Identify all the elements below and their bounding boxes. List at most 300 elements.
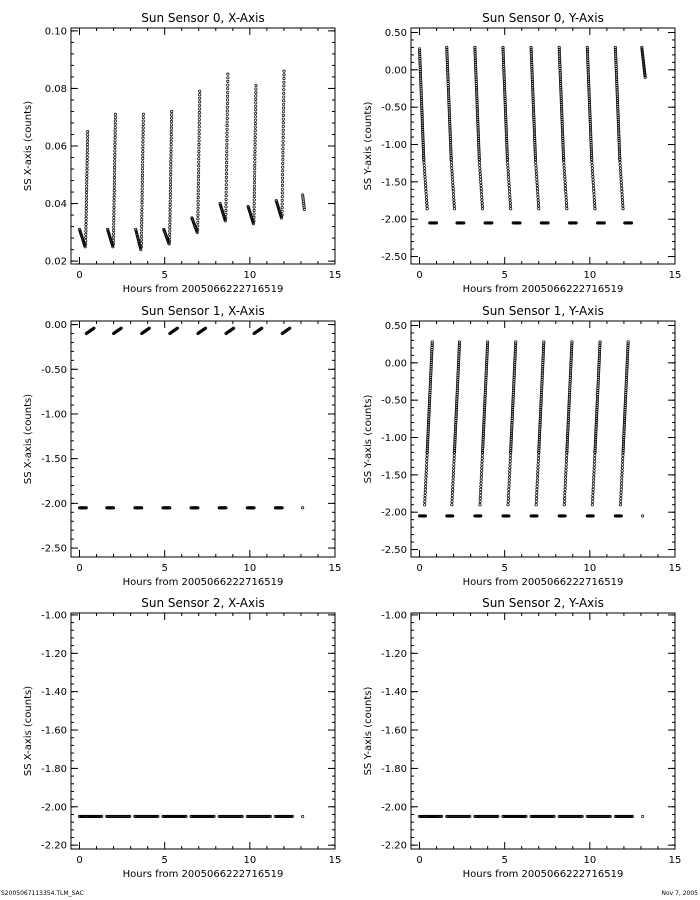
data-point bbox=[226, 95, 228, 97]
data-point bbox=[565, 196, 567, 198]
data-point bbox=[254, 105, 256, 107]
data-point bbox=[142, 154, 144, 156]
data-point bbox=[86, 140, 88, 142]
y-tick-label: 0.04 bbox=[44, 199, 67, 211]
data-point bbox=[114, 160, 116, 162]
data-point bbox=[621, 202, 623, 204]
data-point bbox=[113, 163, 115, 165]
data-point bbox=[141, 218, 143, 220]
y-tick-label: -2.00 bbox=[381, 802, 407, 814]
data-point bbox=[282, 144, 284, 146]
x-tick-label: 0 bbox=[416, 563, 423, 574]
data-point bbox=[621, 199, 623, 201]
y-tick-label: -0.50 bbox=[381, 395, 407, 407]
data-point bbox=[85, 204, 87, 206]
data-point bbox=[537, 193, 539, 195]
data-point bbox=[141, 181, 143, 183]
data-point bbox=[508, 190, 510, 192]
data-point bbox=[225, 213, 227, 215]
data-point bbox=[113, 173, 115, 175]
data-point bbox=[424, 179, 426, 181]
data-point bbox=[508, 193, 510, 195]
data-point bbox=[226, 117, 228, 119]
data-point bbox=[253, 209, 255, 211]
data-point bbox=[283, 85, 285, 87]
data-point bbox=[282, 147, 284, 149]
data-point bbox=[451, 173, 453, 175]
panel-title: Sun Sensor 2, Y-Axis bbox=[482, 596, 604, 610]
data-point bbox=[282, 103, 284, 105]
data-point bbox=[507, 173, 509, 175]
data-point bbox=[453, 464, 455, 466]
data-point bbox=[424, 176, 426, 178]
data-point bbox=[453, 457, 455, 459]
data-point bbox=[592, 176, 594, 178]
data-point bbox=[622, 205, 624, 207]
data-point bbox=[563, 161, 565, 163]
data-point bbox=[621, 476, 623, 478]
data-point bbox=[479, 176, 481, 178]
data-point bbox=[452, 181, 454, 183]
panel-p0 bbox=[23, 11, 341, 295]
data-point bbox=[508, 187, 510, 189]
data-point bbox=[301, 815, 303, 817]
data-point bbox=[198, 154, 200, 156]
data-point bbox=[170, 167, 172, 169]
data-point bbox=[509, 470, 511, 472]
data-point bbox=[169, 203, 171, 205]
data-point bbox=[142, 137, 144, 139]
data-point bbox=[85, 207, 87, 209]
data-point bbox=[114, 140, 116, 142]
data-point bbox=[113, 206, 115, 208]
data-point bbox=[508, 488, 510, 490]
data-point bbox=[619, 161, 621, 163]
data-point bbox=[452, 184, 454, 186]
data-point bbox=[452, 187, 454, 189]
data-point bbox=[86, 169, 88, 171]
data-point bbox=[424, 482, 426, 484]
data-points bbox=[78, 815, 304, 817]
data-point bbox=[508, 473, 510, 475]
data-point bbox=[197, 189, 199, 191]
data-point bbox=[620, 491, 622, 493]
data-point bbox=[197, 221, 199, 223]
data-point bbox=[594, 208, 596, 210]
data-point bbox=[225, 187, 227, 189]
x-tick-label: 10 bbox=[243, 563, 257, 574]
data-point bbox=[507, 491, 509, 493]
data-point bbox=[226, 154, 228, 156]
data-point bbox=[452, 473, 454, 475]
data-point bbox=[198, 111, 200, 113]
data-point bbox=[480, 470, 482, 472]
x-axis-label: Hours from 2005066222716519 bbox=[462, 577, 624, 588]
data-point bbox=[198, 101, 200, 103]
data-point bbox=[113, 209, 115, 211]
data-point bbox=[425, 479, 427, 481]
data-point bbox=[114, 113, 116, 115]
data-point bbox=[621, 196, 623, 198]
data-point bbox=[86, 146, 88, 148]
data-point bbox=[301, 507, 303, 509]
data-point bbox=[507, 500, 509, 502]
data-point bbox=[591, 497, 593, 499]
x-tick-label: 5 bbox=[501, 270, 508, 281]
data-point bbox=[112, 233, 114, 235]
data-point bbox=[225, 172, 227, 174]
data-point bbox=[169, 193, 171, 195]
data-point bbox=[565, 454, 567, 456]
y-tick-label: -2.00 bbox=[381, 214, 407, 226]
y-tick-label: -1.80 bbox=[381, 763, 407, 775]
data-point bbox=[225, 158, 227, 160]
data-point bbox=[594, 454, 596, 456]
data-point bbox=[508, 485, 510, 487]
x-tick-label: 15 bbox=[668, 855, 682, 866]
data-point bbox=[564, 485, 566, 487]
data-point bbox=[537, 464, 539, 466]
data-point bbox=[619, 504, 621, 506]
data-point bbox=[141, 195, 143, 197]
data-point bbox=[565, 190, 567, 192]
y-tick-label: -1.00 bbox=[381, 610, 407, 622]
data-point bbox=[253, 206, 255, 208]
data-point bbox=[537, 460, 539, 462]
data-point bbox=[141, 184, 143, 186]
data-point bbox=[255, 98, 257, 100]
data-point bbox=[453, 208, 455, 210]
y-tick-label: -2.50 bbox=[41, 543, 67, 555]
data-point bbox=[141, 208, 143, 210]
data-point bbox=[197, 203, 199, 205]
data-point bbox=[85, 239, 87, 241]
data-point bbox=[564, 187, 566, 189]
data-point bbox=[86, 150, 88, 152]
data-point bbox=[479, 504, 481, 506]
data-point bbox=[169, 213, 171, 215]
data-point bbox=[535, 500, 537, 502]
x-axis-label: Hours from 2005066222716519 bbox=[462, 869, 624, 880]
data-point bbox=[142, 123, 144, 125]
data-point bbox=[197, 207, 199, 209]
data-point bbox=[564, 476, 566, 478]
data-point bbox=[282, 136, 284, 138]
data-point bbox=[537, 470, 539, 472]
data-point bbox=[225, 206, 227, 208]
data-point bbox=[622, 457, 624, 459]
data-point bbox=[593, 457, 595, 459]
data-point bbox=[565, 460, 567, 462]
x-tick-label: 5 bbox=[161, 563, 168, 574]
data-point bbox=[170, 124, 172, 126]
data-point bbox=[537, 199, 539, 201]
data-point bbox=[507, 504, 509, 506]
data-point bbox=[253, 195, 255, 197]
data-point bbox=[281, 177, 283, 179]
data-point bbox=[621, 479, 623, 481]
data-point bbox=[113, 219, 115, 221]
data-point bbox=[225, 198, 227, 200]
data-point bbox=[225, 176, 227, 178]
data-point bbox=[282, 162, 284, 164]
data-point bbox=[563, 167, 565, 169]
data-point bbox=[169, 187, 171, 189]
data-point bbox=[169, 226, 171, 228]
data-point bbox=[478, 161, 480, 163]
data-point bbox=[536, 179, 538, 181]
data-point bbox=[198, 140, 200, 142]
data-point bbox=[426, 202, 428, 204]
data-point bbox=[425, 187, 427, 189]
data-point bbox=[140, 239, 142, 241]
data-point bbox=[481, 205, 483, 207]
y-tick-label: -1.60 bbox=[381, 725, 407, 737]
data-point bbox=[169, 217, 171, 219]
data-point bbox=[452, 467, 454, 469]
data-point bbox=[114, 136, 116, 138]
data-point bbox=[591, 161, 593, 163]
data-point bbox=[253, 213, 255, 215]
data-point bbox=[425, 467, 427, 469]
data-point bbox=[641, 515, 643, 517]
data-point bbox=[281, 184, 283, 186]
data-point bbox=[281, 203, 283, 205]
data-point bbox=[282, 107, 284, 109]
data-point bbox=[283, 92, 285, 94]
data-point bbox=[85, 198, 87, 200]
data-point bbox=[480, 482, 482, 484]
data-point bbox=[140, 235, 142, 237]
data-point bbox=[253, 216, 255, 218]
data-point bbox=[170, 157, 172, 159]
data-point bbox=[451, 176, 453, 178]
data-point bbox=[620, 485, 622, 487]
data-point bbox=[481, 460, 483, 462]
data-point bbox=[620, 497, 622, 499]
data-point bbox=[509, 196, 511, 198]
data-point bbox=[479, 491, 481, 493]
data-point bbox=[479, 170, 481, 172]
data-point bbox=[480, 476, 482, 478]
data-point bbox=[536, 488, 538, 490]
data-point bbox=[480, 190, 482, 192]
data-point bbox=[226, 110, 228, 112]
data-point bbox=[620, 482, 622, 484]
data-point bbox=[114, 130, 116, 132]
data-point bbox=[481, 196, 483, 198]
data-point bbox=[479, 500, 481, 502]
data-point bbox=[425, 199, 427, 201]
panel-title: Sun Sensor 1, Y-Axis bbox=[482, 304, 604, 318]
data-point bbox=[141, 178, 143, 180]
data-point bbox=[621, 467, 623, 469]
data-point bbox=[254, 129, 256, 131]
data-point bbox=[564, 184, 566, 186]
data-point bbox=[168, 236, 170, 238]
data-point bbox=[619, 167, 621, 169]
data-point bbox=[113, 186, 115, 188]
data-point bbox=[424, 494, 426, 496]
data-point bbox=[199, 90, 201, 92]
data-point bbox=[283, 70, 285, 72]
data-point bbox=[593, 473, 595, 475]
data-point bbox=[538, 208, 540, 210]
data-point bbox=[481, 454, 483, 456]
data-point bbox=[451, 494, 453, 496]
data-point bbox=[564, 479, 566, 481]
data-point bbox=[620, 494, 622, 496]
data-point bbox=[283, 74, 285, 76]
data-point bbox=[282, 118, 284, 120]
data-points bbox=[418, 46, 646, 224]
data-point bbox=[254, 150, 256, 152]
data-point bbox=[140, 248, 142, 250]
data-point bbox=[426, 457, 428, 459]
data-point bbox=[198, 104, 200, 106]
data-point bbox=[426, 454, 428, 456]
data-point bbox=[225, 184, 227, 186]
y-tick-label: -1.80 bbox=[41, 763, 67, 775]
data-point bbox=[86, 156, 88, 158]
data-point bbox=[253, 202, 255, 204]
data-point bbox=[197, 168, 199, 170]
data-point bbox=[170, 163, 172, 165]
data-point bbox=[564, 179, 566, 181]
data-point bbox=[565, 205, 567, 207]
data-point bbox=[142, 157, 144, 159]
data-point bbox=[142, 134, 144, 136]
data-point bbox=[451, 491, 453, 493]
data-point bbox=[453, 454, 455, 456]
data-point bbox=[85, 223, 87, 225]
data-point bbox=[425, 196, 427, 198]
data-point bbox=[592, 184, 594, 186]
data-point bbox=[283, 96, 285, 98]
data-point bbox=[451, 488, 453, 490]
data-point bbox=[423, 164, 425, 166]
data-point bbox=[198, 122, 200, 124]
data-point bbox=[142, 150, 144, 152]
data-point bbox=[113, 216, 115, 218]
data-point bbox=[535, 167, 537, 169]
data-point bbox=[451, 167, 453, 169]
data-point bbox=[535, 170, 537, 172]
x-tick-label: 15 bbox=[668, 270, 682, 281]
data-point bbox=[283, 77, 285, 79]
data-point bbox=[85, 211, 87, 213]
data-point bbox=[253, 181, 255, 183]
data-point bbox=[197, 211, 199, 213]
data-point bbox=[592, 491, 594, 493]
y-tick-label: 0.06 bbox=[44, 141, 67, 153]
data-point bbox=[480, 485, 482, 487]
data-point bbox=[508, 179, 510, 181]
data-point bbox=[423, 170, 425, 172]
data-point bbox=[423, 161, 425, 163]
data-point bbox=[563, 170, 565, 172]
data-point bbox=[452, 482, 454, 484]
data-point bbox=[226, 150, 228, 152]
data-point bbox=[451, 170, 453, 172]
y-tick-label: -2.00 bbox=[41, 802, 67, 814]
data-point bbox=[535, 504, 537, 506]
data-point bbox=[425, 470, 427, 472]
panel-title: Sun Sensor 2, X-Axis bbox=[141, 596, 265, 610]
data-point bbox=[253, 188, 255, 190]
y-tick-label: -1.00 bbox=[381, 433, 407, 445]
plot-frame bbox=[71, 613, 335, 849]
data-point bbox=[254, 126, 256, 128]
data-point bbox=[564, 482, 566, 484]
data-point bbox=[86, 134, 88, 136]
data-point bbox=[281, 188, 283, 190]
data-point bbox=[537, 205, 539, 207]
data-point bbox=[424, 500, 426, 502]
data-point bbox=[141, 205, 143, 207]
data-point bbox=[480, 479, 482, 481]
data-point bbox=[169, 183, 171, 185]
data-point bbox=[226, 128, 228, 130]
data-point bbox=[142, 113, 144, 115]
data-point bbox=[86, 159, 88, 161]
data-point bbox=[169, 220, 171, 222]
data-point bbox=[450, 164, 452, 166]
data-point bbox=[254, 161, 256, 163]
data-point bbox=[114, 143, 116, 145]
data-point bbox=[254, 147, 256, 149]
data-point bbox=[141, 161, 143, 163]
data-point bbox=[451, 497, 453, 499]
data-point bbox=[424, 491, 426, 493]
data-point bbox=[142, 117, 144, 119]
data-point bbox=[281, 192, 283, 194]
data-point bbox=[426, 460, 428, 462]
data-point bbox=[424, 173, 426, 175]
data-point bbox=[424, 181, 426, 183]
data-point bbox=[254, 154, 256, 156]
data-point bbox=[592, 494, 594, 496]
data-point bbox=[282, 155, 284, 157]
data-point bbox=[622, 208, 624, 210]
data-point bbox=[140, 232, 142, 234]
data-point bbox=[622, 454, 624, 456]
data-point bbox=[255, 88, 257, 90]
data-point bbox=[563, 164, 565, 166]
data-points bbox=[418, 815, 644, 817]
data-point bbox=[86, 130, 88, 132]
data-point bbox=[226, 102, 228, 104]
panel-p2 bbox=[23, 304, 341, 588]
y-tick-label: -1.60 bbox=[41, 725, 67, 737]
data-point bbox=[197, 186, 199, 188]
data-point bbox=[282, 122, 284, 124]
data-point bbox=[141, 171, 143, 173]
y-axis-label: SS X-axis (counts) bbox=[23, 100, 34, 192]
x-tick-label: 0 bbox=[76, 563, 83, 574]
x-tick-label: 5 bbox=[501, 855, 508, 866]
data-point bbox=[593, 202, 595, 204]
data-point bbox=[169, 223, 171, 225]
data-point bbox=[112, 236, 114, 238]
data-point bbox=[85, 233, 87, 235]
data-point bbox=[507, 164, 509, 166]
data-point bbox=[85, 236, 87, 238]
data-point bbox=[169, 190, 171, 192]
data-point bbox=[226, 121, 228, 123]
data-point bbox=[197, 182, 199, 184]
data-point bbox=[142, 127, 144, 129]
